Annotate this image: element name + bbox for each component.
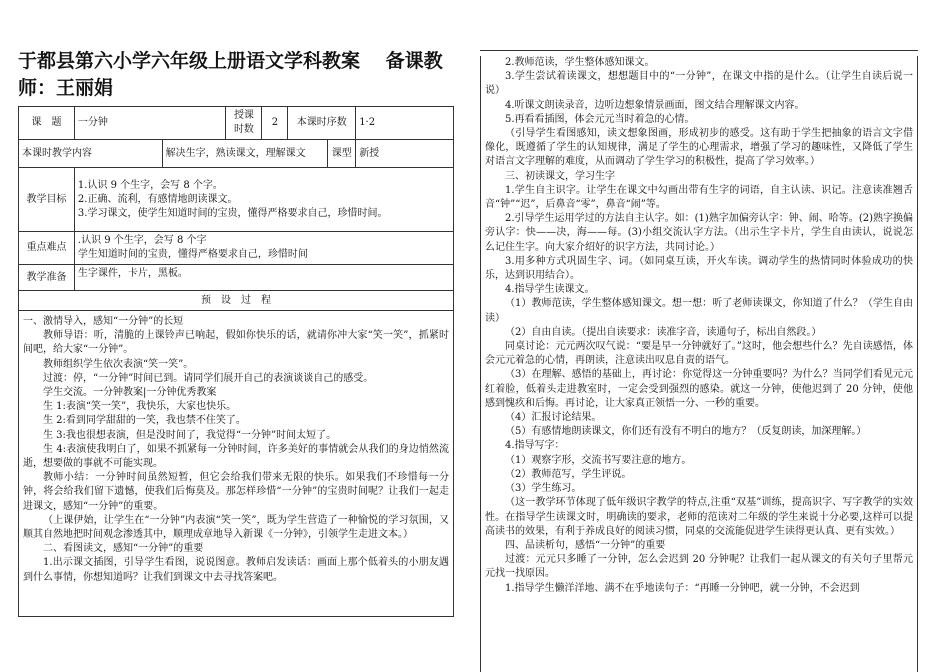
paragraph: （这一教学环节体现了低年级识字教学的特点,注重“双基”训练，提高识字、写字教学的实效性。在指导学生读课文时，明确读的要求，老师的范读对二年级的学生来说十分必要,这样可以提高读书的效果，有利于养成良好的阅读习惯，同桌的交流能促进学生读得更认真、更有实效。） xyxy=(485,497,913,537)
paragraph: 2.教师范读，学生整体感知课文。 xyxy=(505,57,655,68)
goal-item: 3.学习课文，使学生知道时间的宝贵，懂得严格要求自己，珍惜时间。 xyxy=(77,207,388,219)
goals-label: 教学目标 xyxy=(19,168,75,232)
paragraph: 2.引导学生运用学过的方法自主认字。如：(1)熟字加偏旁认字：钟、闹、哈等。(2)熟字换偏旁认字：快——决，海——每。(3)小组交流认字方法。（出示生字卡片，学生自由读认，说说怎么记住生字。向大家介绍好的识字方法，共同讨论。） xyxy=(485,213,913,253)
paragraph: 生 4:表演使我明白了，如果不抓紧每一分钟时间，许多美好的事情就会从我们的身边悄然流逝，想要做的事就不可能实现。 xyxy=(23,443,449,470)
type-label: 课型 xyxy=(328,140,356,168)
order-value: 1·2 xyxy=(356,107,454,140)
paragraph: 4.指导写字： xyxy=(505,440,565,452)
paragraph: （5）有感情地朗读课文，你们还有没有不明白的地方？（反复朗读，加深理解。） xyxy=(505,426,867,438)
keypoints-cell xyxy=(74,232,453,265)
paragraph: 1.学生自主识字。让学生在课文中勾画出带有生字的词语，自主认读、识记。注意读准翘舌音“钟”“迟”，后鼻音“零”，鼻音“闹”等。 xyxy=(485,184,913,211)
keypoint-item: 学生知道时间的宝贵，懂得严格要求自己，珍惜时间 xyxy=(77,249,308,260)
right-column-top-rule xyxy=(480,50,918,51)
keypoints-label: 重点难点 xyxy=(19,232,75,265)
order-label: 本课时序数 xyxy=(288,107,356,140)
paragraph: （3）学生练习。 xyxy=(505,483,582,495)
paragraph: 过渡：停，“一分钟”时间已到。请同学们展开自己的表演谈谈自己的感受。 xyxy=(43,372,374,384)
keypoint-item: .认识 9 个生字，会写 8 个字 xyxy=(77,235,207,246)
paragraph: 教师组织学生依次表演“笑一笑”。 xyxy=(43,358,194,370)
paragraph: 三、初读课文，学习生字 xyxy=(505,170,615,182)
paragraph: 四、品读析句，感悟“一分钟”的重要 xyxy=(505,539,666,551)
type-value: 新授 xyxy=(356,140,454,168)
paragraph: 1.指导学生懒洋洋地、满不在乎地读句子：“再睡一分钟吧，就一分钟，不会迟到 xyxy=(505,582,860,594)
paragraph: （引导学生看图感知，读文想象图画，形成初步的感受。这有助于学生把抽象的语言文字借像化，既遵循了学生的认知规律，满足了学生的心理需求，增强了学习的趣味性，又降低了学生对语言文字理解的难度，从而调动了学生学习的积极性，提高了学习效率。） xyxy=(485,128,913,168)
paragraph: 生 2:看到同学甜甜的一笑，我也禁不住笑了。 xyxy=(43,415,246,427)
goal-item: 2.正确、流利，有感情地朗读课文。 xyxy=(77,193,238,205)
paragraph: （1）观察字形，交流书写要注意的地方。 xyxy=(505,454,692,466)
paragraph: 过渡：元元只多睡了一分钟，怎么会迟到 20 分钟呢？让我们一起从课文的有关句子里帮元元找一找原因。 xyxy=(485,554,913,580)
paragraph: 3.用多种方式巩固生字、词。（如同桌互读，开火车读。调动学生的热情同时体验成功的快乐，达到识用结合）。 xyxy=(485,255,913,282)
paragraph: （上课伊始，让学生在“一分钟”内表演“笑一笑”，既为学生营造了一种愉悦的学习氛围，又顺其自然地把时间观念渗透其中，顺理成章地导入新课《一分钟》，引领学生走进文本。） xyxy=(23,514,449,541)
prep-label: 教学准备 xyxy=(19,265,75,291)
paragraph: 同桌讨论：元元两次叹气说：“要是早一分钟就好了。”这时，他会想些什么？先自读感悟，体会元元着急的心情，再朗读，注意读出叹息自责的语气。 xyxy=(485,341,913,367)
paragraph: （3）在理解、感悟的基础上，再讨论：你觉得这一分钟重要吗？为什么？当同学们看见元元红着脸，低着头走进教室时，一定会受到强烈的感染。就这一分钟，使他迟到了 20 分钟，使他感到愧疚和后悔。再讨论，让大家真正领悟一分、一秒的重要。 xyxy=(485,369,913,409)
process-label: 预 设 过 程 xyxy=(19,291,454,311)
hours-value: 2 xyxy=(262,107,288,140)
paragraph: 教师导语：听，清脆的上课铃声已响起，假如你快乐的话，就请你冲大家“笑一笑”，抓紧时间吧，给大家“一分钟”。 xyxy=(23,330,449,356)
prep-value: 生字课件，卡片，黑板。 xyxy=(74,265,453,291)
page-title: 于都县第六小学六年级上册语文学科教案 备课教师：王丽娟 xyxy=(18,50,443,99)
paragraph: 生 1:表演“笑一笑”，我快乐，大家也快乐。 xyxy=(43,401,237,413)
content-value: 解决生字，熟读课文，理解课文 xyxy=(162,140,328,168)
paragraph: 4.指导学生读课文。 xyxy=(505,284,595,296)
paragraph: 4.听课文朗读录音，边听边想象情景画面，图文结合理解课文内容。 xyxy=(505,99,805,111)
paragraph: （4）汇报讨论结果。 xyxy=(505,412,602,424)
paragraph: 二、看图读文，感知“一分钟”的重要 xyxy=(43,543,204,555)
hours-label: 授课时数 xyxy=(226,107,262,140)
paragraph: 1.出示课文插图，引导学生看图，说说图意。教师启发读话：画面上那个低着头的小朋友遇到什么事情，你想知道吗？让我们到课文中去寻找答案吧。 xyxy=(23,557,449,583)
lesson-info-table xyxy=(18,106,454,617)
paragraph: （1）教师范读，学生整体感知课文。想一想：听了老师读课文，你知道了什么？（学生自由读） xyxy=(485,298,913,324)
topic-value: 一分钟 xyxy=(74,107,226,140)
paragraph: （2）自由自读。（提出自读要求：读准字音，读通句子，标出自然段。） xyxy=(505,326,822,338)
paragraph: 3.学生尝试着读课文，想想题目中的“一分钟”，在课文中指的是什么。（让学生自读后说一说） xyxy=(485,71,913,97)
paragraph: 学生交流。一分钟教案|一分钟优秀教案 xyxy=(43,387,217,399)
paragraph: 教师小结：一分钟时间虽然短暂，但它会给我们带来无限的快乐。如果我们不珍惜每一分钟，将会给我们留下遗憾，使我们后悔莫及。那怎样珍惜“一分钟”的宝贵时间呢？让我们一起走进课文，感知“一分钟”的重要。 xyxy=(23,472,449,512)
topic-label: 课 题 xyxy=(19,107,75,140)
paragraph: 生 3:我也很想表演，但是没时间了，我觉得“一分钟”时间太短了。 xyxy=(43,429,337,441)
paragraph: （2）教师范写，学生评说。 xyxy=(505,468,632,480)
content-label: 本课时教学内容 xyxy=(19,140,163,168)
paragraph: 5.再看看插图，体会元元当时着急的心情。 xyxy=(505,113,695,125)
process-continued-column xyxy=(480,56,918,672)
process-body xyxy=(19,311,454,617)
paragraph: 一、激情导入，感知“一分钟”的长短 xyxy=(23,316,184,327)
goal-item: 1.认识 9 个生字，会写 8 个字。 xyxy=(77,179,223,191)
goals-cell xyxy=(74,168,453,232)
